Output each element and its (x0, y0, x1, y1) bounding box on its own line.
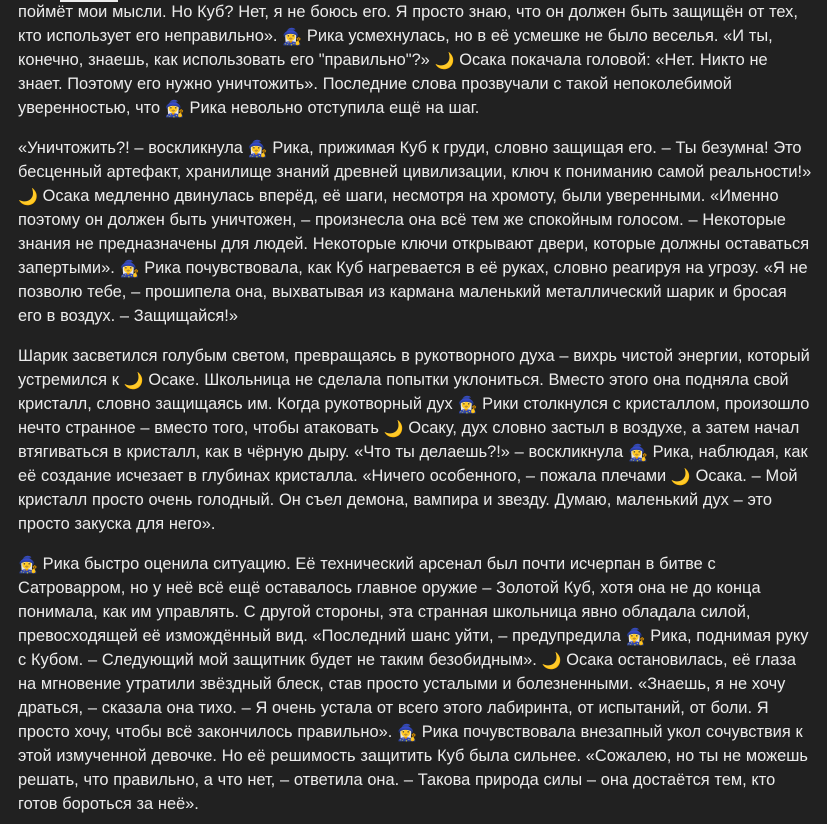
paragraph-text: поймёт мои мысли. Но Куб? Нет, я не боюсь его. Я просто знаю, что он должен быть защищён от тех, кто использует его неправильно». (18, 3, 798, 45)
moon-icon: 🌙 (541, 651, 562, 670)
story-paragraph (18, 136, 813, 328)
mage-icon: 🧙‍♀️ (457, 395, 478, 414)
moon-icon: 🌙 (383, 419, 404, 438)
paragraph-text: Осака медленно двинулась вперёд, её шаги, несмотря на хромоту, были уверенными. «Именно поэтому он должен быть уничтожен, – произнесла она всё тем же спокойным голосом. – Некоторые знания не предназначены для людей. Некоторые ключи открывают двери, которые должны оставаться запертыми». (18, 187, 810, 277)
paragraph-text: Рика почувствовала внезапный укол сочувствия к этой измученной девочке. Но её решимость защитить Куб была сильнее. «Сожалею, но ты не можешь решать, что правильно, а что нет, – ответила она. – Такова природа силы – она достаётся тем, кто готов бороться за неё». (18, 723, 808, 813)
paragraph-text: «Уничтожить?! – воскликнула (18, 139, 248, 157)
story-paragraph (18, 344, 813, 536)
paragraph-text: Осаку, дух словно застыл в воздухе, а затем начал втягиваться в кристалл, как в чёрную дыру. «Что ты делаешь?!» – воскликнула (18, 419, 800, 461)
mage-icon: 🧙‍♀️ (625, 627, 646, 646)
mage-icon: 🧙‍♀️ (119, 259, 140, 278)
paragraph-text: Осака. – Мой кристалл просто очень голодный. Он съел демона, вампира и звезду. Думаю, маленький дух – это просто закуска для него». (18, 467, 798, 533)
paragraph-text: Рики столкнулся с кристаллом, произошло нечто странное – вместо того, чтобы атаковать (18, 395, 810, 437)
moon-icon: 🌙 (434, 51, 455, 70)
mage-icon: 🧙‍♀️ (282, 27, 303, 46)
paragraph-text: Рика невольно отступила ещё на шаг. (184, 99, 480, 117)
mage-icon: 🧙‍♀️ (18, 555, 38, 574)
paragraph-text: Осака покачала головой: «Нет. Никто не знает. Поэтому его нужно уничтожить». Последние слова прозвучали с такой непоколебимой уверенностью, что (18, 51, 768, 117)
paragraph-text: Рика почувствовала, как Куб нагревается в её руках, словно реагируя на угрозу. «Я не позволю тебе, – прошипела она, выхватывая из кармана маленький металлический шарик и бросая его в воздух. – Защищайся!» (18, 259, 808, 325)
top-underline-fragment (60, 0, 118, 2)
mage-icon: 🧙‍♀️ (247, 139, 268, 158)
paragraph-text: Шарик засветился голубым светом, превращаясь в рукотворного духа – вихрь чистой энергии, который устремился к (18, 347, 810, 389)
story-text (18, 0, 813, 816)
moon-icon: 🌙 (123, 371, 144, 390)
mage-icon: 🧙‍♀️ (164, 99, 185, 118)
paragraph-text: Осаке. Школьница не сделала попытки уклониться. Вместо этого она подняла свой кристалл, словно защищаясь им. Когда рукотворный дух (18, 371, 789, 413)
paragraph-text: Рика усмехнулась, но в её усмешке не было веселья. «И ты, конечно, знаешь, как использовать его "правильно"?» (18, 27, 773, 69)
paragraph-text: Рика, наблюдая, как её создание исчезает в глубинах кристалла. «Ничего особенного, – пожала плечами (18, 443, 808, 485)
paragraph-text: Рика быстро оценила ситуацию. Её технический арсенал был почти исчерпан в битве с Сатроварром, но у неё всё ещё оставалось главное оружие – Золотой Куб, хотя она не до конца понимала, как им управлять. С другой стороны, эта странная школьница явно обладала силой, превосходящей её измождённый вид. «Последний шанс уйти, – предупредила (18, 555, 761, 645)
paragraph-text: Осака остановилась, её глаза на мгновение утратили звёздный блеск, став просто усталыми и болезненными. «Знаешь, я не хочу драться, – сказала она тихо. – Я очень устала от всего этого лабиринта, от испытаний, от боли. Я просто хочу, чтобы всё закончилось правильно». (18, 651, 796, 741)
mage-icon: 🧙‍♀️ (397, 723, 417, 742)
story-paragraph (18, 0, 813, 120)
paragraph-text: Рика, прижимая Куб к груди, словно защищая его. – Ты безумна! Это бесценный артефакт, хранилище знаний древней цивилизации, ключ к пониманию самой реальности!» (18, 139, 812, 181)
mage-icon: 🧙‍♀️ (627, 443, 648, 462)
moon-icon: 🌙 (670, 467, 691, 486)
paragraph-text: Рика, поднимая руку с Кубом. – Следующий мой защитник будет не таким безобидным». (18, 627, 809, 669)
moon-icon: 🌙 (18, 187, 38, 206)
story-paragraph (18, 552, 813, 816)
